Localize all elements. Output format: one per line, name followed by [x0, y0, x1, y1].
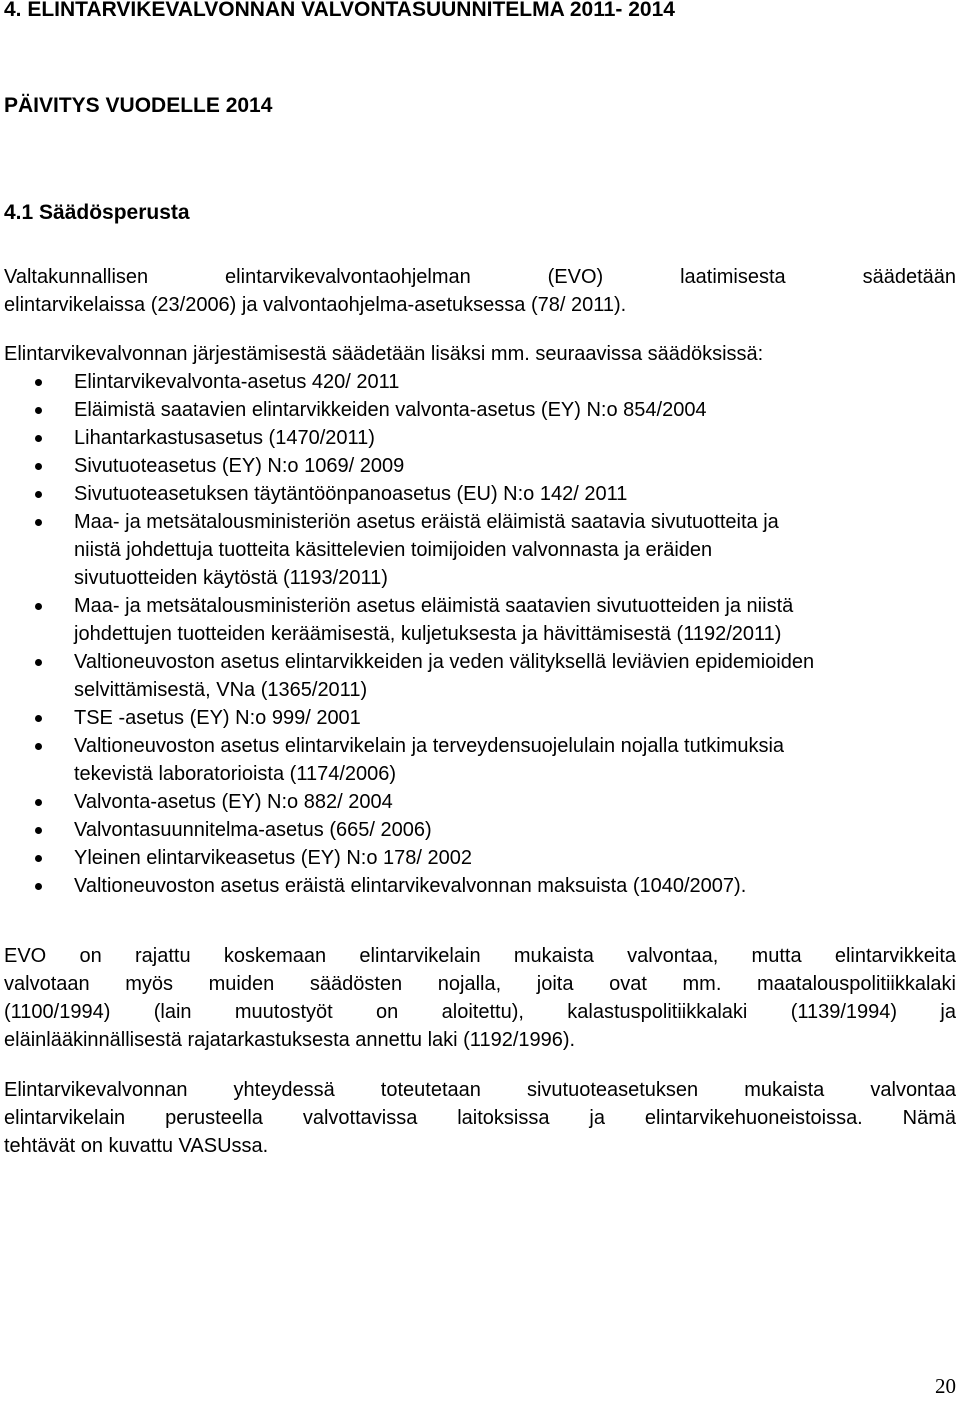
evo-line: EVO on rajattu koskemaan elintarvikelain mukaista valvontaa, mutta elintarvikkeita [4, 945, 956, 967]
evo-paragraph [4, 942, 956, 1054]
list-item [4, 592, 956, 648]
evo-line: eläinlääkinnällisestä rajatarkastuksesta annettu laki (1192/1996). [4, 1029, 576, 1051]
bullet-icon [35, 799, 42, 806]
regulations-intro [4, 340, 956, 368]
list-item-text: TSE -asetus (EY) N:o 999/ 2001 [74, 707, 361, 729]
bullet-icon [35, 827, 42, 834]
list-item [4, 396, 956, 424]
bullet-icon [35, 519, 42, 526]
bullet-icon [35, 463, 42, 470]
evo-line: valvotaan myös muiden säädösten nojalla, joita ovat mm. maatalouspolitiikkalaki [4, 973, 956, 995]
list-item-text: Sivutuoteasetuksen täytäntöönpanoasetus (EU) N:o 142/ 2011 [74, 483, 628, 505]
bullet-icon [35, 491, 42, 498]
list-item [4, 732, 956, 788]
list-item [4, 424, 956, 452]
byproduct-line: tehtävät on kuvattu VASUssa. [4, 1135, 269, 1157]
list-item [4, 704, 956, 732]
byproduct-paragraph [4, 1076, 956, 1160]
list-item [4, 508, 956, 592]
list-item [4, 872, 956, 900]
bullet-icon [35, 435, 42, 442]
list-item-text: Valvonta-asetus (EY) N:o 882/ 2004 [74, 791, 393, 813]
bullet-icon [35, 743, 42, 750]
list-item-text: Elintarvikevalvonta-asetus 420/ 2011 [74, 371, 400, 393]
bullet-icon [35, 603, 42, 610]
list-item-text: Eläimistä saatavien elintarvikkeiden valvonta-asetus (EY) N:o 854/2004 [74, 399, 707, 421]
list-item-text: tekevistä laboratorioista (1174/2006) [74, 763, 397, 785]
list-item [4, 368, 956, 396]
list-item-text: Valvontasuunnitelma-asetus (665/ 2006) [74, 819, 432, 841]
update-heading: PÄIVITYS VUODELLE 2014 [4, 94, 273, 117]
list-item-text: Valtioneuvoston asetus eräistä elintarvikevalvonnan maksuista (1040/2007). [74, 875, 747, 897]
evo-line: (1100/1994) (lain muutostyöt on aloitettu), kalastuspolitiikkalaki (1139/1994) ja [4, 1001, 956, 1023]
bullet-icon [35, 379, 42, 386]
main-heading: 4. ELINTARVIKEVALVONNAN VALVONTASUUNNITELMA 2011- 2014 [4, 0, 675, 21]
list-item-text: selvittämisestä, VNa (1365/2011) [74, 679, 368, 701]
list-item [4, 816, 956, 844]
page-number: 20 [935, 1374, 956, 1398]
list-item [4, 452, 956, 480]
list-item [4, 844, 956, 872]
list-item-text: Valtioneuvoston asetus elintarvikelain ja terveydensuojelulain nojalla tutkimuksia [74, 735, 785, 757]
intro-line: elintarvikelaissa (23/2006) ja valvontaohjelma-asetuksessa (78/ 2011). [4, 294, 627, 316]
bullet-icon [35, 715, 42, 722]
intro-line: Valtakunnallisen elintarvikevalvontaohjelman (EVO) laatimisesta säädetään [4, 266, 956, 288]
bullet-icon [35, 659, 42, 666]
list-item-text: Valtioneuvoston asetus elintarvikkeiden ja veden välityksellä leviävien epidemioiden [74, 651, 815, 673]
list-item-text: niistä johdettuja tuotteita käsittelevien toimijoiden valvonnasta ja eräiden [74, 539, 713, 561]
list-item-text: Lihantarkastusasetus (1470/2011) [74, 427, 375, 449]
byproduct-line: elintarvikelain perusteella valvottavissa laitoksissa ja elintarvikehuoneistoissa. Nämä [4, 1107, 956, 1129]
list-item [4, 648, 956, 704]
regulations-list [4, 368, 956, 900]
bullet-icon [35, 855, 42, 862]
list-item-text: sivutuotteiden käytöstä (1193/2011) [74, 567, 388, 589]
byproduct-line: Elintarvikevalvonnan yhteydessä toteutetaan sivutuoteasetuksen mukaista valvontaa [4, 1079, 956, 1101]
section-title: 4.1 Säädösperusta [4, 201, 190, 224]
bullet-icon [35, 407, 42, 414]
list-item-text: johdettujen tuotteiden keräämisestä, kuljetuksesta ja hävittämisestä (1192/2011) [74, 623, 782, 645]
list-item-text: Sivutuoteasetus (EY) N:o 1069/ 2009 [74, 455, 405, 477]
list-item-text: Maa- ja metsätalousministeriön asetus eräistä eläimistä saatavia sivutuotteita ja [74, 511, 779, 533]
list-item [4, 788, 956, 816]
regulations-intro-text: Elintarvikevalvonnan järjestämisestä säädetään lisäksi mm. seuraavissa säädöksissä: [4, 343, 764, 365]
intro-paragraph [4, 263, 956, 319]
bullet-icon [35, 883, 42, 890]
list-item-text: Yleinen elintarvikeasetus (EY) N:o 178/ 2002 [74, 847, 473, 869]
list-item [4, 480, 956, 508]
list-item-text: Maa- ja metsätalousministeriön asetus eläimistä saatavien sivutuotteiden ja niistä [74, 595, 794, 617]
